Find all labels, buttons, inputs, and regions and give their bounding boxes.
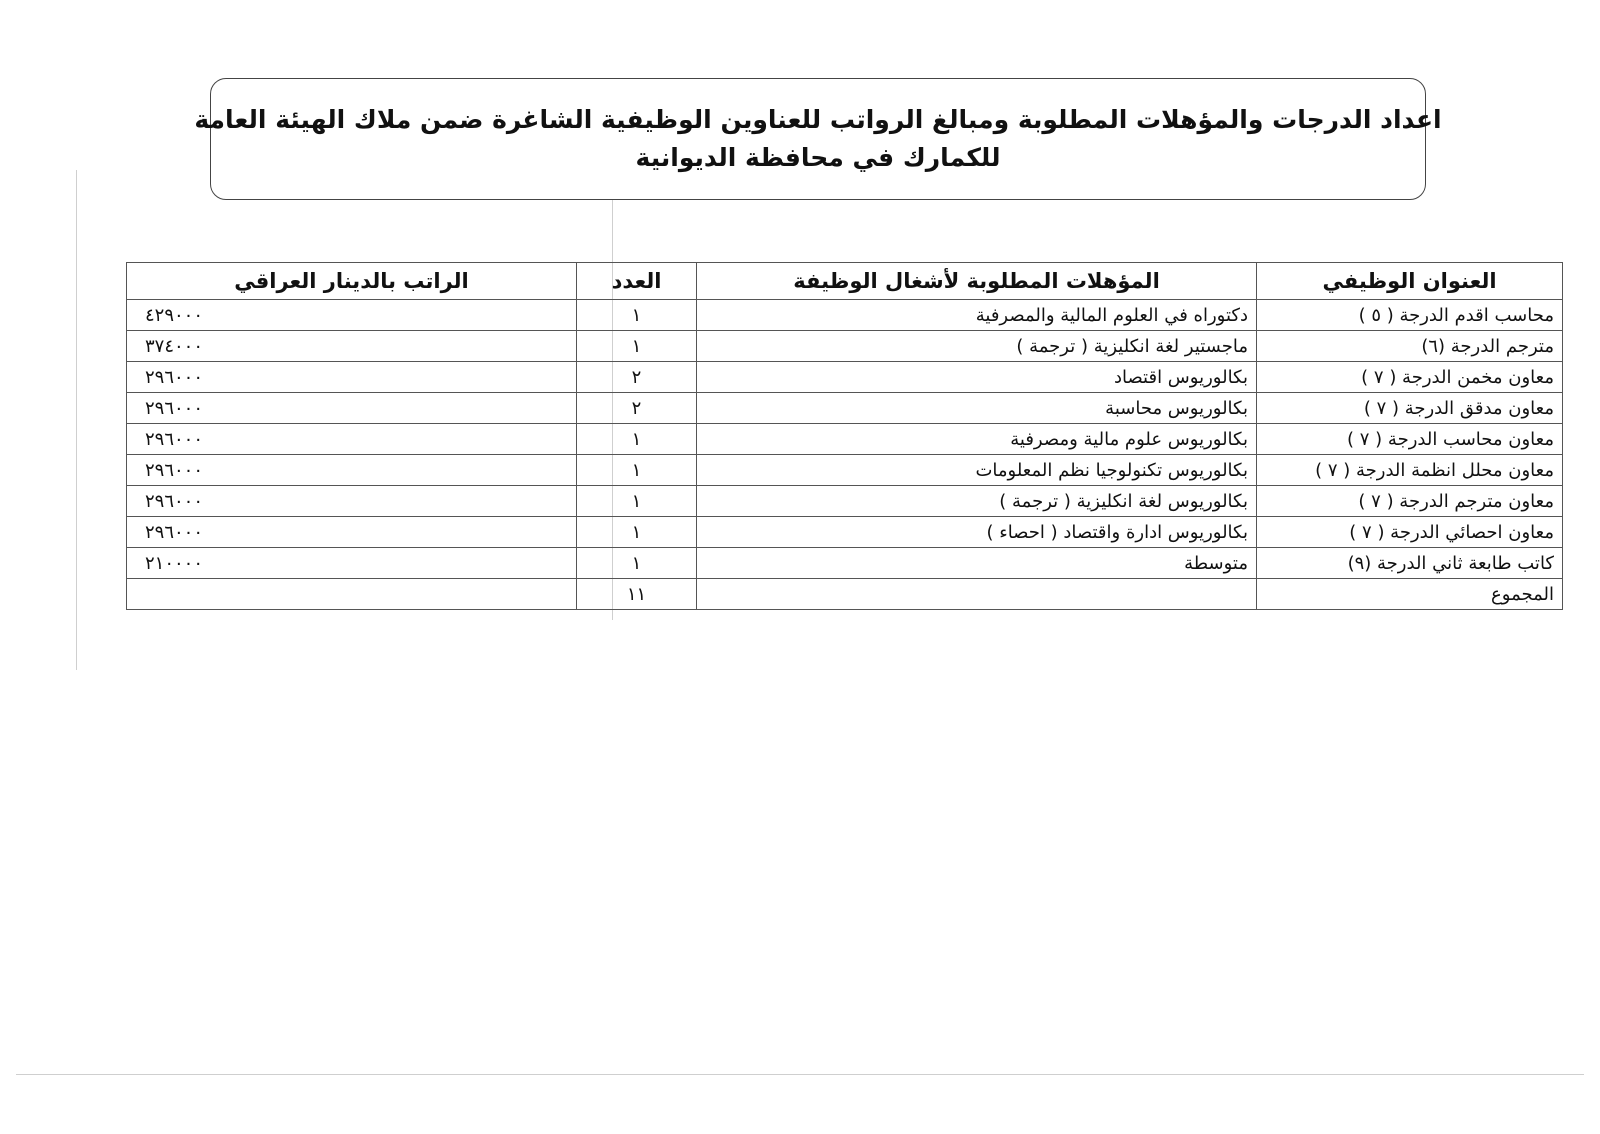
cell-qualification: بكالوريوس محاسبة (697, 393, 1257, 424)
scan-artifact-left (76, 170, 77, 670)
cell-salary: ٢٩٦٠٠٠ (127, 393, 577, 424)
cell-job-title: مترجم الدرجة (٦) (1257, 331, 1563, 362)
cell-job-title: معاون مترجم الدرجة ( ٧ ) (1257, 486, 1563, 517)
table-row (127, 455, 1563, 486)
cell-salary: ٢٩٦٠٠٠ (127, 424, 577, 455)
cell-count: ٢ (577, 362, 697, 393)
title-line-1: اعداد الدرجات والمؤهلات المطلوبة ومبالغ الرواتب للعناوين الوظيفية الشاغرة ضمن ملاك الهيئة العامة (194, 105, 1442, 134)
table-row (127, 548, 1563, 579)
cell-qualification: بكالوريوس تكنولوجيا نظم المعلومات (697, 455, 1257, 486)
table-row (127, 517, 1563, 548)
cell-job-title: معاون محلل انظمة الدرجة ( ٧ ) (1257, 455, 1563, 486)
cell-qualification: بكالوريوس اقتصاد (697, 362, 1257, 393)
cell-total-count: ١١ (577, 579, 697, 610)
cell-count: ٢ (577, 393, 697, 424)
header-job-title: العنوان الوظيفي (1257, 263, 1563, 300)
table-row (127, 486, 1563, 517)
table-row (127, 424, 1563, 455)
vacancies-table (126, 262, 1563, 610)
cell-qualification: بكالوريوس لغة انكليزية ( ترجمة ) (697, 486, 1257, 517)
cell-salary: ٢٩٦٠٠٠ (127, 517, 577, 548)
cell-count: ١ (577, 548, 697, 579)
title-line-2: للكمارك في محافظة الديوانية (635, 143, 1001, 172)
cell-count: ١ (577, 424, 697, 455)
cell-salary: ٢٩٦٠٠٠ (127, 486, 577, 517)
header-qualification: المؤهلات المطلوبة لأشغال الوظيفة (697, 263, 1257, 300)
cell-count: ١ (577, 517, 697, 548)
header-salary: الراتب بالدينار العراقي (127, 263, 577, 300)
cell-job-title: معاون مخمن الدرجة ( ٧ ) (1257, 362, 1563, 393)
table-row (127, 393, 1563, 424)
cell-count: ١ (577, 300, 697, 331)
cell-total-qualification (697, 579, 1257, 610)
cell-qualification: ماجستير لغة انكليزية ( ترجمة ) (697, 331, 1257, 362)
table-row (127, 362, 1563, 393)
cell-job-title: معاون محاسب الدرجة ( ٧ ) (1257, 424, 1563, 455)
table-row (127, 331, 1563, 362)
table-row (127, 300, 1563, 331)
cell-salary: ٢٩٦٠٠٠ (127, 455, 577, 486)
cell-count: ١ (577, 455, 697, 486)
cell-salary: ٤٢٩٠٠٠ (127, 300, 577, 331)
cell-qualification: متوسطة (697, 548, 1257, 579)
cell-qualification: دكتوراه في العلوم المالية والمصرفية (697, 300, 1257, 331)
cell-salary: ٢١٠٠٠٠ (127, 548, 577, 579)
cell-job-title: محاسب اقدم الدرجة ( ٥ ) (1257, 300, 1563, 331)
cell-qualification: بكالوريوس ادارة واقتصاد ( احصاء ) (697, 517, 1257, 548)
cell-job-title: معاون احصائي الدرجة ( ٧ ) (1257, 517, 1563, 548)
cell-count: ١ (577, 331, 697, 362)
scan-artifact-bottom (16, 1074, 1584, 1075)
cell-job-title: معاون مدقق الدرجة ( ٧ ) (1257, 393, 1563, 424)
header-count: العدد (577, 263, 697, 300)
cell-count: ١ (577, 486, 697, 517)
cell-qualification: بكالوريوس علوم مالية ومصرفية (697, 424, 1257, 455)
document-title-box (194, 78, 1442, 200)
cell-job-title: كاتب طابعة ثاني الدرجة (٩) (1257, 548, 1563, 579)
cell-total-salary (127, 579, 577, 610)
table-total-row (127, 579, 1563, 610)
cell-total-label: المجموع (1257, 579, 1563, 610)
table-header-row (127, 263, 1563, 300)
cell-salary: ٢٩٦٠٠٠ (127, 362, 577, 393)
cell-salary: ٣٧٤٠٠٠ (127, 331, 577, 362)
